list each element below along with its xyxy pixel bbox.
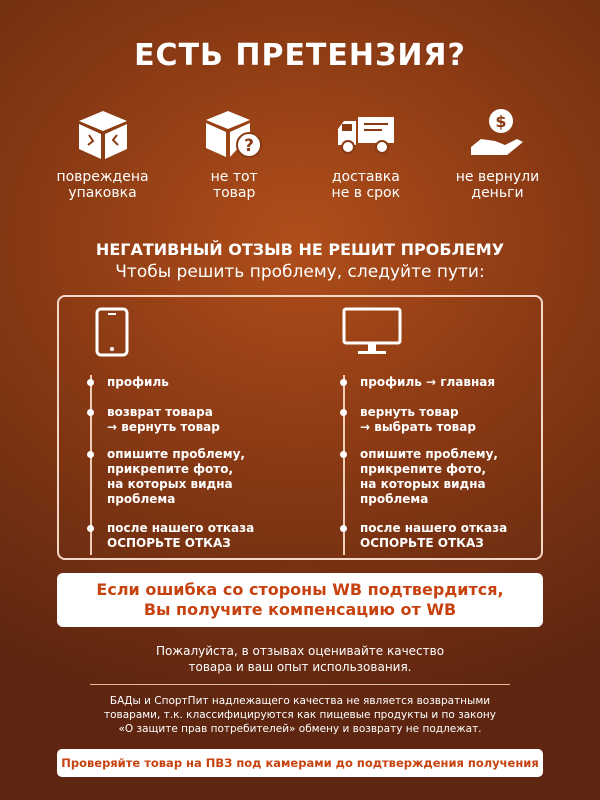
step-item xyxy=(360,405,545,435)
step-dot xyxy=(340,451,347,458)
svg-text:?: ? xyxy=(244,136,255,156)
step-item xyxy=(107,521,292,551)
smartphone-icon xyxy=(95,307,129,357)
divider xyxy=(90,684,510,685)
step-dot xyxy=(87,525,94,532)
legal-note: БАДы и СпортПит надлежащего качества не является возвратными товарами, т.к. классифицируются как пищевые продукты и по закону «О защите прав потребителей» обмену и возврату не подлежат. xyxy=(104,695,496,735)
issue-label: доставка не в срок xyxy=(331,169,401,201)
mobile-path xyxy=(89,307,289,550)
step-text: после нашего отказа ОСПОРЬТЕ ОТКАЗ xyxy=(107,521,255,550)
compensation-banner: Если ошибка со стороны WB подтвердится, Вы получите компенсацию от WB xyxy=(57,573,543,627)
issue-label: не тот товар xyxy=(210,169,258,201)
step-item xyxy=(360,375,545,390)
step-text: опишите проблему, прикрепите фото, на которых видна проблема xyxy=(107,447,245,506)
issue-list xyxy=(40,105,560,201)
warning-heading: НЕГАТИВНЫЙ ОТЗЫВ НЕ РЕШИТ ПРОБЛЕМУ xyxy=(95,240,505,259)
box-question-icon xyxy=(202,105,266,163)
check-note-banner: Проверяйте товар на ПВЗ под камерами до подтверждения получения xyxy=(57,749,543,777)
issue-wrong-item xyxy=(172,105,297,201)
step-item xyxy=(360,447,545,507)
issue-damaged-package xyxy=(40,105,165,201)
path-hint: Чтобы решить проблему, следуйте пути: xyxy=(115,262,485,282)
step-text: возврат товара → вернуть товар xyxy=(107,405,220,434)
page-title: ЕСТЬ ПРЕТЕНЗИЯ? xyxy=(134,38,466,73)
issue-no-refund xyxy=(435,105,560,201)
issue-label: не вернули деньги xyxy=(455,169,540,201)
damaged-box-icon xyxy=(71,105,135,163)
svg-text:$: $ xyxy=(495,112,508,131)
step-dot xyxy=(340,379,347,386)
step-item xyxy=(107,405,292,435)
step-dot xyxy=(87,379,94,386)
desktop-path xyxy=(342,307,542,550)
rate-note: Пожалуйста, в отзывах оценивайте качество товара и ваш опыт использования. xyxy=(155,644,445,674)
delivery-truck-icon xyxy=(334,105,398,163)
monitor-icon xyxy=(342,307,402,357)
step-item xyxy=(107,447,292,507)
step-text: опишите проблему, прикрепите фото, на которых видна проблема xyxy=(360,447,498,506)
step-dot xyxy=(87,409,94,416)
step-text: после нашего отказа ОСПОРЬТЕ ОТКАЗ xyxy=(360,521,508,550)
step-item xyxy=(360,521,545,551)
step-item xyxy=(107,375,292,390)
mobile-step-list xyxy=(89,375,289,555)
desktop-step-list xyxy=(342,375,542,555)
step-dot xyxy=(340,409,347,416)
step-text: профиль xyxy=(107,375,169,389)
step-dot xyxy=(87,451,94,458)
step-text: вернуть товар → выбрать товар xyxy=(360,405,476,434)
issue-label: повреждена упаковка xyxy=(56,169,149,201)
step-dot xyxy=(340,525,347,532)
money-hand-icon xyxy=(465,105,529,163)
step-text: профиль → главная xyxy=(360,375,496,389)
path-panel xyxy=(57,295,543,560)
issue-late-delivery xyxy=(303,105,428,201)
